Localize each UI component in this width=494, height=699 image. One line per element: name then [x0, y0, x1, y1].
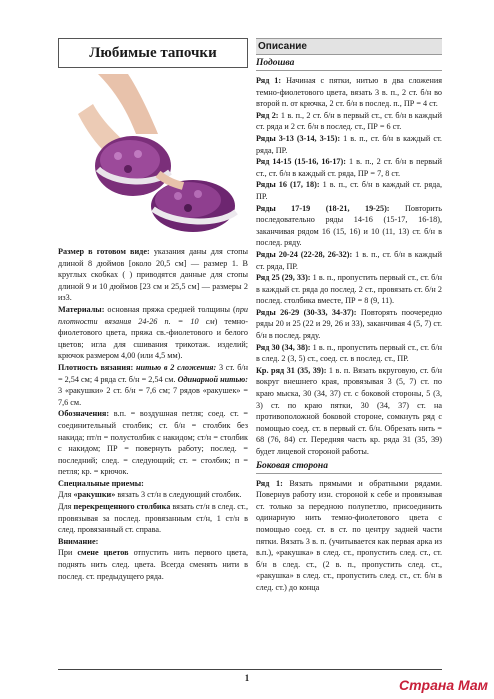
row-label: Ряды 17-19 (18-21, 19-25): [256, 203, 390, 213]
row-label: Ряды 26-29 (30-33, 34-37): [256, 307, 357, 317]
row-instruction [256, 249, 442, 272]
row-instruction [256, 272, 442, 307]
row-label: Ряд 14-15 (15-16, 16-17): [256, 157, 346, 167]
row-label: Ряды 3-13 (3-14, 3-15): [256, 133, 341, 143]
row-text: 1 в. п., 2 ст. б/н в первый ст., ст. б/н в каждый ст. ряда, ПР = 7, 8 ст. [256, 157, 442, 178]
materials-label: Материалы: [58, 304, 105, 314]
row-text: 1 в. п. Вязать вкруговую, ст. б/н вокруг внешнего края, провязывая 3 (5, 7) ст. по краю мыска, 30 (34, 37) ст. с боковой стороны, 5 (3, 3) ст. по краю пятки, 30 (34, 37) ст. на противоположной боковой стороне, сомкнуть ряд с помощью соед. ст. в первый ст. б/н. Обрезать нить = 68 (76, 84) ст. Передняя часть кр. ряда 31 (35, 39) будет лицевой стороной работы. [256, 365, 443, 456]
density-double-text: 3 ст. б/н = 2,54 см; 4 ряда ст. б/н = 2,54 см. [58, 362, 249, 384]
subsection-side-heading: Боковая сторона [256, 460, 328, 471]
row-instruction [256, 478, 442, 594]
cross-text-a: Для [58, 502, 74, 512]
materials-text: основная пряжа средней толщины ( [104, 304, 236, 314]
subsection-divider [256, 473, 442, 474]
row-instruction [256, 75, 442, 110]
abbreviations-paragraph [58, 408, 248, 478]
density-single-text: 3 «ракушки» 2 ст. б/н = 7,6 см; 7 рядов «ракушек» = 7,6 см. [58, 386, 248, 407]
row-label: Ряд 1: [256, 76, 282, 85]
shell-paragraph [58, 489, 248, 501]
shell-term: «ракушки» [73, 490, 116, 500]
attention-heading: Внимание: [58, 536, 99, 546]
materials-text-2: ) темно-фиолетового цвета, пряжа св.-фиолетового и белого цветов; игла для сшивания трикотаж. изделий; крючок размером 4,00 (или 4,5 мм). [58, 316, 248, 361]
cross-text-c: вязать ст/н в след. ст., провязывая за послед. провязанным ст/н, 1 ст/н в след. провязанный ст. справа. [58, 502, 248, 535]
row-text: 1 в. п., ст. б/н в каждый ст. ряда, ПР. [256, 180, 443, 201]
row-text: 1 в. п., ст. б/н в каждый ст. ряда, ПР. [256, 249, 442, 271]
page-number: 1 [244, 673, 250, 683]
watermark: Страна Мам [398, 677, 488, 693]
attention-text-c: отпустить нить первого цвета, поднять нить след. цвета. Всегда сменять нити в послед. ст. предыдущего ряда. [58, 548, 248, 581]
row-label: Ряд 30 (34, 38): [256, 342, 311, 352]
row-label: Ряд 2: [256, 110, 279, 120]
shell-text-a: Для [58, 490, 74, 500]
attention-text-a: При [58, 548, 78, 558]
attention-paragraph [58, 547, 248, 582]
row-instruction [256, 110, 442, 133]
abbreviations-label: Обозначения: [58, 409, 110, 419]
density-double-label: нитью в 2 сложения: [133, 362, 217, 372]
row-instruction [256, 156, 442, 179]
attention-term: смене цветов [77, 548, 129, 558]
row-label: Кр. ряд 31 (35, 39): [256, 365, 327, 375]
row-instruction [256, 365, 442, 458]
density-label: Плотность вязания: [58, 362, 134, 372]
density-single-label: Одинарной нитью: [175, 374, 248, 384]
size-label: Размер в готовом виде: [58, 247, 150, 256]
row-text: Повторять поочередно ряды 20 и 25 (22 и 29, 26 и 33), заканчивая 4 (5, 7) ст. б/н в послед. ряду. [256, 307, 442, 341]
subsection-sole-heading: Подошва [256, 58, 295, 68]
abbreviations-text: в.п. = воздушная петля; соед. ст. = соединительный столбик; ст. б/н = столбик без накида; пт/п = полустолбик с накидом; ст/н = столбик с накидом; ПР = повернуть работу; послед. = последний; след. = следующий; ст. = столбик; п = петля; кр. = крючок. [58, 409, 248, 477]
shell-text-c: вязать 3 ст/н в следующий столбик. [115, 490, 242, 500]
row-text: Начиная с пятки, нитью в два сложения темно-фиолетового цвета, вязать 3 в. п., 2 ст. б/н во второй п. от крючка, 2 ст. б/н в послед. п., ПР = 4 ст. [256, 76, 443, 109]
page-title: Любимые тапочки [58, 38, 248, 68]
right-column [256, 38, 442, 594]
row-text: 1 в. п., ст. б/н в каждый ст. ряда, ПР. [256, 133, 442, 155]
footer-divider [58, 669, 442, 670]
row-label: Ряды 20-24 (22-28, 26-32): [256, 249, 353, 259]
density-paragraph [58, 362, 248, 408]
row-instruction [256, 179, 442, 202]
row-label: Ряды 16 (17, 18): [256, 180, 320, 190]
row-label: Ряд 25 (29, 33): [256, 273, 311, 283]
slippers-illustration [58, 74, 248, 239]
row-text: 1 в. п., пропустить первый ст., ст. б/н в каждый ст. ряда до послед. 2 ст., провязать ст. б/н 2 послед. столбика вместе, ПР = 8 (9, 11). [256, 273, 442, 306]
materials-paragraph [58, 304, 248, 362]
slippers-photo [58, 74, 248, 239]
row-text: 1 в. п., 2 ст. б/н в первый ст., ст. б/н в каждый ст. ряда и 2 ст. б/н в послед. ст., ПР = 6 ст. [256, 110, 442, 132]
row-text: Повторить последовательно ряды 14-16 (15-17, 16-18), заканчивая рядом 16 (15, 16) и 10 (11, 13) ст. б/н в послед. ряду. [256, 203, 442, 248]
row-label: Ряд 1: [256, 478, 283, 488]
cross-stitch-paragraph [58, 501, 248, 536]
materials-density-note: при плотности вязания 24-26 п. = 10 см [58, 304, 248, 326]
row-text: Вязать прямыми и обратными рядами. Повернув работу изн. стороной к себе и провязывая ст. только за передною полупетлю, присоединить одинарную нить темно-фиолетового цвета с помощью соед. ст. в ст. по центру задней части пятки. Вязать 3 в. п. (учитывается как первая арка из в.п.), «ракушка» в след. ст., пропустить след. ст., ст. б/н в след. ст., (2 в. п., пропустить след. ст., «ракушка» в след. ст., пропустить след. ст., ст. б/н в след. ст.) до конца [256, 478, 442, 592]
left-text [58, 246, 248, 582]
row-instruction [256, 307, 442, 342]
side-rows [256, 478, 442, 594]
cross-term: перекрещенного столбика [73, 502, 171, 512]
row-instruction [256, 203, 442, 249]
row-instruction [256, 342, 442, 365]
row-text: 1 в. п., пропустить первый ст., ст. б/н в след. 2 (3, 5) ст., соед. ст. в послед. ст., ПР. [256, 342, 442, 364]
section-description-heading: Описание [256, 38, 442, 55]
size-paragraph [58, 246, 248, 304]
row-instruction [256, 133, 442, 156]
size-text: указания даны для стопы длиной 8 дюймов [около 20,5 см] — размер 1. В круглых скобках ( ) приводятся данные для стопы длиной 9 и 10 дюймов [23 см и 25,5 см] — размеры 2 из3. [58, 247, 248, 303]
subsection-divider [256, 70, 442, 71]
special-techniques-heading: Специальные приемы: [58, 478, 144, 488]
left-column [58, 38, 248, 582]
sole-rows [256, 75, 442, 458]
